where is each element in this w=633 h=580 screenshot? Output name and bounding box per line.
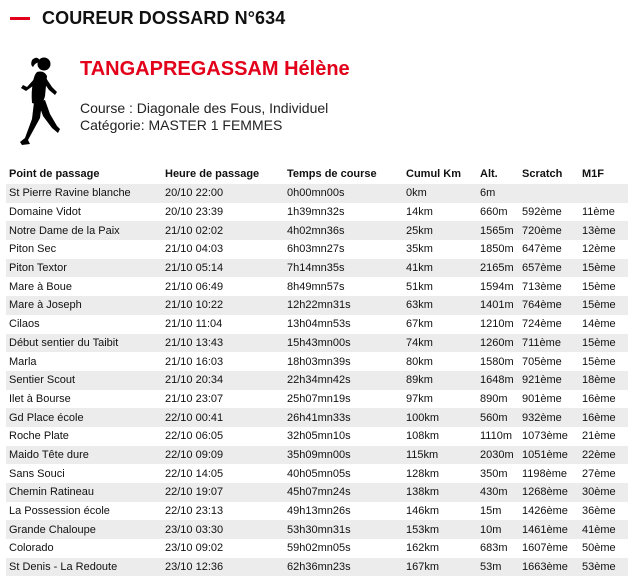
cell-temps-de-course: 32h05mn10s: [284, 427, 403, 446]
cell-altitude: 660m: [477, 203, 519, 222]
cell-heure-de-passage: 22/10 06:05: [162, 427, 284, 446]
cell-altitude: 15m: [477, 502, 519, 521]
table-row: [6, 203, 628, 222]
cell-m1f: 15ème: [579, 277, 628, 296]
cell-point-de-passage: Sans Souci: [6, 464, 162, 483]
cell-m1f: 53ème: [579, 558, 628, 577]
cell-point-de-passage: St Denis - La Redoute: [6, 558, 162, 577]
cell-heure-de-passage: 21/10 13:43: [162, 334, 284, 353]
cell-point-de-passage: Gd Place école: [6, 408, 162, 427]
cell-cumul-km: 138km: [403, 483, 477, 502]
table-row: [6, 259, 628, 278]
page-title: COUREUR DOSSARD N°634: [42, 7, 286, 28]
cell-heure-de-passage: 20/10 22:00: [162, 184, 284, 203]
cell-cumul-km: 97km: [403, 390, 477, 409]
cell-cumul-km: 51km: [403, 277, 477, 296]
header-col-scratch: Scratch: [522, 168, 563, 180]
table-row: [6, 446, 628, 465]
cell-temps-de-course: 40h05mn05s: [284, 464, 403, 483]
cell-heure-de-passage: 23/10 12:36: [162, 558, 284, 577]
cell-heure-de-passage: 22/10 23:13: [162, 502, 284, 521]
cell-m1f: 50ème: [579, 539, 628, 558]
cell-altitude: 2030m: [477, 446, 519, 465]
cell-m1f: 15ème: [579, 352, 628, 371]
cell-temps-de-course: 62h36mn23s: [284, 558, 403, 577]
cell-cumul-km: 63km: [403, 296, 477, 315]
cell-point-de-passage: Maido Tête dure: [6, 446, 162, 465]
cell-cumul-km: 128km: [403, 464, 477, 483]
table-row: [6, 558, 628, 577]
cell-point-de-passage: Début sentier du Taibit: [6, 334, 162, 353]
cell-point-de-passage: St Pierre Ravine blanche: [6, 184, 162, 203]
table-row: [6, 221, 628, 240]
cell-temps-de-course: 59h02mn05s: [284, 539, 403, 558]
cell-m1f: 41ème: [579, 520, 628, 539]
cell-altitude: 683m: [477, 539, 519, 558]
table-row: [6, 520, 628, 539]
cell-point-de-passage: Notre Dame de la Paix: [6, 221, 162, 240]
cell-m1f: 11ème: [579, 203, 628, 222]
cell-m1f: 22ème: [579, 446, 628, 465]
cell-heure-de-passage: 21/10 10:22: [162, 296, 284, 315]
header-col-heure-de-passage: Heure de passage: [165, 168, 260, 180]
cell-scratch: 921ème: [519, 371, 579, 390]
cell-scratch: 720ème: [519, 221, 579, 240]
cell-temps-de-course: 45h07mn24s: [284, 483, 403, 502]
cell-altitude: 1210m: [477, 315, 519, 334]
cell-scratch: 1198ème: [519, 464, 579, 483]
cell-temps-de-course: 6h03mn27s: [284, 240, 403, 259]
cell-scratch: 705ème: [519, 352, 579, 371]
cell-altitude: 1401m: [477, 296, 519, 315]
cell-scratch: 1426ème: [519, 502, 579, 521]
cell-temps-de-course: 12h22mn31s: [284, 296, 403, 315]
cell-scratch: 592ème: [519, 203, 579, 222]
cell-scratch: 647ème: [519, 240, 579, 259]
cell-m1f: 30ème: [579, 483, 628, 502]
cell-cumul-km: 167km: [403, 558, 477, 577]
cell-altitude: 1594m: [477, 277, 519, 296]
cell-scratch: 764ème: [519, 296, 579, 315]
cell-temps-de-course: 7h14mn35s: [284, 259, 403, 278]
cell-scratch: 901ème: [519, 390, 579, 409]
table-row: [6, 371, 628, 390]
runner-info: [80, 100, 328, 134]
table-row: [6, 277, 628, 296]
cell-heure-de-passage: 20/10 23:39: [162, 203, 284, 222]
runner-course: Course : Diagonale des Fous, Individuel: [80, 100, 329, 116]
cell-m1f: 14ème: [579, 315, 628, 334]
cell-temps-de-course: 8h49mn57s: [284, 277, 403, 296]
cell-m1f: 15ème: [579, 334, 628, 353]
cell-scratch: 1268ème: [519, 483, 579, 502]
cell-temps-de-course: 22h34mn42s: [284, 371, 403, 390]
cell-m1f: 21ème: [579, 427, 628, 446]
cell-heure-de-passage: 22/10 00:41: [162, 408, 284, 427]
table-row: [6, 502, 628, 521]
header-accent-bar: [10, 17, 30, 20]
cell-altitude: 430m: [477, 483, 519, 502]
cell-heure-de-passage: 22/10 19:07: [162, 483, 284, 502]
cell-cumul-km: 14km: [403, 203, 477, 222]
cell-heure-de-passage: 22/10 14:05: [162, 464, 284, 483]
cell-m1f: 16ème: [579, 408, 628, 427]
header-col-point-de-passage: Point de passage: [9, 168, 100, 180]
cell-heure-de-passage: 21/10 04:03: [162, 240, 284, 259]
cell-scratch: 1051ème: [519, 446, 579, 465]
table-row: [6, 483, 628, 502]
cell-temps-de-course: 15h43mn00s: [284, 334, 403, 353]
cell-temps-de-course: 53h30mn31s: [284, 520, 403, 539]
cell-altitude: 1580m: [477, 352, 519, 371]
cell-altitude: 6m: [477, 184, 519, 203]
cell-m1f: 36ème: [579, 502, 628, 521]
table-row: [6, 427, 628, 446]
cell-point-de-passage: Piton Textor: [6, 259, 162, 278]
cell-temps-de-course: 25h07mn19s: [284, 390, 403, 409]
cell-m1f: 13ème: [579, 221, 628, 240]
cell-altitude: 1260m: [477, 334, 519, 353]
cell-cumul-km: 115km: [403, 446, 477, 465]
header-col-m1f: M1F: [582, 168, 604, 180]
cell-altitude: 10m: [477, 520, 519, 539]
cell-temps-de-course: 18h03mn39s: [284, 352, 403, 371]
cell-m1f: [579, 184, 628, 203]
table-row: [6, 408, 628, 427]
cell-altitude: 1648m: [477, 371, 519, 390]
cell-point-de-passage: Mare à Boue: [6, 277, 162, 296]
cell-cumul-km: 67km: [403, 315, 477, 334]
cell-altitude: 1565m: [477, 221, 519, 240]
cell-cumul-km: 25km: [403, 221, 477, 240]
cell-temps-de-course: 0h00mn00s: [284, 184, 403, 203]
results-table-body: [6, 184, 628, 576]
table-row: [6, 296, 628, 315]
cell-cumul-km: 80km: [403, 352, 477, 371]
header-col-altitude: Alt.: [480, 168, 498, 180]
table-row: [6, 315, 628, 334]
cell-heure-de-passage: 21/10 11:04: [162, 315, 284, 334]
cell-temps-de-course: 13h04mn53s: [284, 315, 403, 334]
cell-cumul-km: 74km: [403, 334, 477, 353]
cell-m1f: 12ème: [579, 240, 628, 259]
cell-cumul-km: 41km: [403, 259, 477, 278]
cell-heure-de-passage: 21/10 20:34: [162, 371, 284, 390]
cell-temps-de-course: 1h39mn32s: [284, 203, 403, 222]
table-row: [6, 352, 628, 371]
cell-cumul-km: 0km: [403, 184, 477, 203]
cell-cumul-km: 162km: [403, 539, 477, 558]
cell-heure-de-passage: 21/10 05:14: [162, 259, 284, 278]
cell-heure-de-passage: 21/10 16:03: [162, 352, 284, 371]
cell-scratch: [519, 184, 579, 203]
cell-point-de-passage: Piton Sec: [6, 240, 162, 259]
runner-category: Catégorie: MASTER 1 FEMMES: [80, 117, 283, 133]
cell-point-de-passage: Cilaos: [6, 315, 162, 334]
cell-temps-de-course: 49h13mn26s: [284, 502, 403, 521]
cell-scratch: 713ème: [519, 277, 579, 296]
cell-cumul-km: 153km: [403, 520, 477, 539]
cell-heure-de-passage: 21/10 23:07: [162, 390, 284, 409]
cell-altitude: 350m: [477, 464, 519, 483]
cell-scratch: 1663ème: [519, 558, 579, 577]
header-col-cumul-km: Cumul Km: [406, 168, 461, 180]
table-row: [6, 184, 628, 203]
cell-heure-de-passage: 22/10 09:09: [162, 446, 284, 465]
cell-point-de-passage: Marla: [6, 352, 162, 371]
cell-m1f: 16ème: [579, 390, 628, 409]
cell-altitude: 560m: [477, 408, 519, 427]
cell-m1f: 27ème: [579, 464, 628, 483]
cell-altitude: 1110m: [477, 427, 519, 446]
cell-scratch: 1607ème: [519, 539, 579, 558]
cell-point-de-passage: Chemin Ratineau: [6, 483, 162, 502]
cell-cumul-km: 89km: [403, 371, 477, 390]
cell-point-de-passage: Grande Chaloupe: [6, 520, 162, 539]
cell-heure-de-passage: 21/10 06:49: [162, 277, 284, 296]
cell-m1f: 15ème: [579, 296, 628, 315]
cell-scratch: 1073ème: [519, 427, 579, 446]
cell-scratch: 932ème: [519, 408, 579, 427]
cell-heure-de-passage: 23/10 09:02: [162, 539, 284, 558]
cell-altitude: 890m: [477, 390, 519, 409]
cell-heure-de-passage: 23/10 03:30: [162, 520, 284, 539]
cell-cumul-km: 35km: [403, 240, 477, 259]
cell-altitude: 2165m: [477, 259, 519, 278]
runner-silhouette-icon: [10, 56, 64, 148]
table-row: [6, 334, 628, 353]
runner-name: TANGAPREGASSAM Hélène: [80, 58, 350, 80]
cell-point-de-passage: Ilet à Bourse: [6, 390, 162, 409]
cell-scratch: 711ème: [519, 334, 579, 353]
cell-temps-de-course: 35h09mn00s: [284, 446, 403, 465]
table-row: [6, 390, 628, 409]
cell-point-de-passage: Mare à Joseph: [6, 296, 162, 315]
cell-cumul-km: 146km: [403, 502, 477, 521]
cell-cumul-km: 108km: [403, 427, 477, 446]
cell-scratch: 724ème: [519, 315, 579, 334]
table-row: [6, 464, 628, 483]
cell-m1f: 15ème: [579, 259, 628, 278]
cell-scratch: 1461ème: [519, 520, 579, 539]
cell-point-de-passage: Roche Plate: [6, 427, 162, 446]
cell-altitude: 1850m: [477, 240, 519, 259]
results-table-header: [6, 164, 628, 184]
cell-point-de-passage: Colorado: [6, 539, 162, 558]
table-row: [6, 240, 628, 259]
cell-cumul-km: 100km: [403, 408, 477, 427]
cell-point-de-passage: Domaine Vidot: [6, 203, 162, 222]
table-row: [6, 539, 628, 558]
cell-temps-de-course: 4h02mn36s: [284, 221, 403, 240]
cell-temps-de-course: 26h41mn33s: [284, 408, 403, 427]
header-col-temps-de-course: Temps de course: [287, 168, 377, 180]
cell-altitude: 53m: [477, 558, 519, 577]
results-table: [6, 164, 628, 576]
cell-scratch: 657ème: [519, 259, 579, 278]
cell-heure-de-passage: 21/10 02:02: [162, 221, 284, 240]
cell-point-de-passage: La Possession école: [6, 502, 162, 521]
page-header: [10, 6, 285, 30]
cell-m1f: 18ème: [579, 371, 628, 390]
cell-point-de-passage: Sentier Scout: [6, 371, 162, 390]
